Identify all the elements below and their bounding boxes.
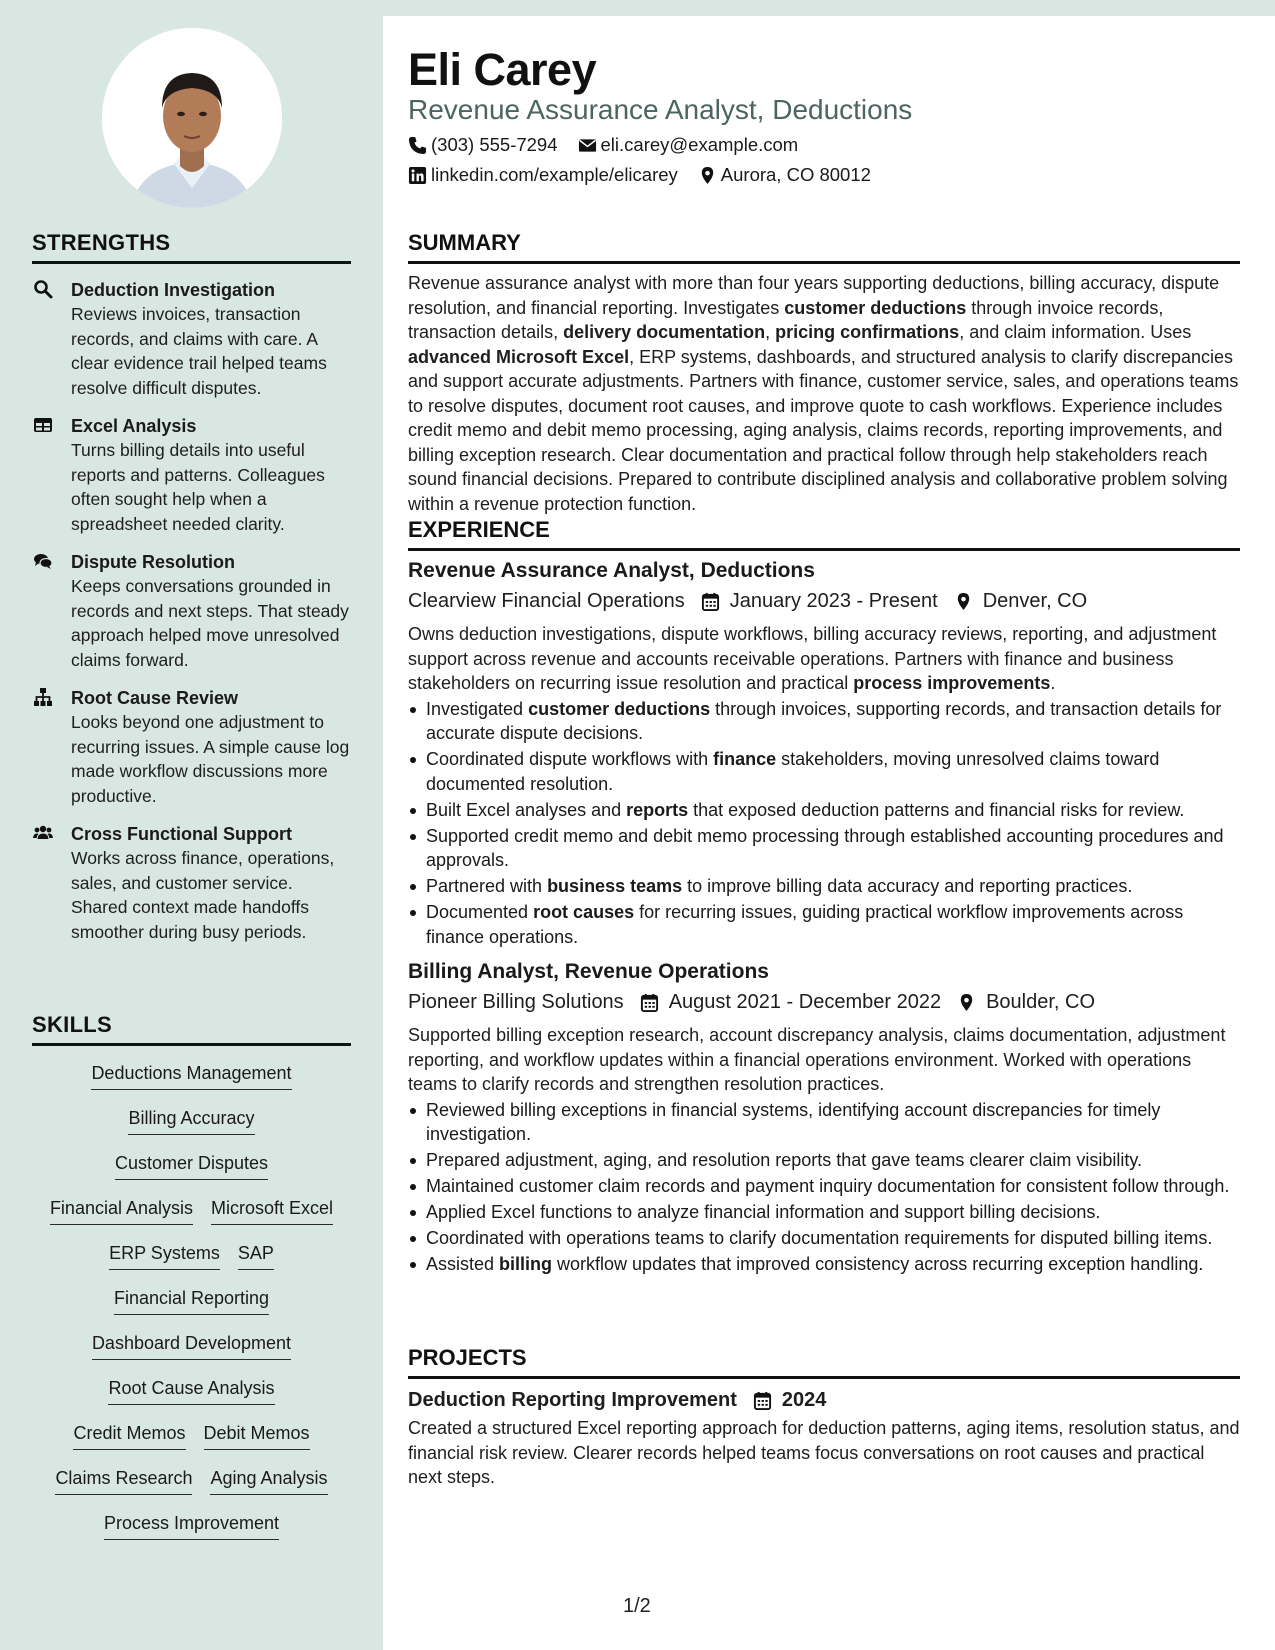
list-item: Prepared adjustment, aging, and resolution reports that gave teams clearer claim visibility. xyxy=(408,1148,1240,1173)
linkedin-contact[interactable] xyxy=(408,164,678,186)
job-bullets xyxy=(408,697,1240,950)
skill-tag: Deductions Management xyxy=(91,1060,291,1090)
strength-title: Root Cause Review xyxy=(71,688,239,708)
list-item: Investigated customer deductions through invoices, supporting records, and transaction details for accurate dispute decisions. xyxy=(408,697,1240,746)
users-icon xyxy=(33,823,53,843)
list-item: Coordinated with operations teams to clarify documentation requirements for disputed billing items. xyxy=(408,1226,1240,1251)
job-role: Billing Analyst, Revenue Operations xyxy=(408,960,769,983)
phone-icon xyxy=(408,136,427,155)
sidebar xyxy=(0,0,383,1650)
project-name: Deduction Reporting Improvement xyxy=(408,1389,737,1411)
job-company: Pioneer Billing Solutions xyxy=(408,991,624,1013)
skill-tag: Root Cause Analysis xyxy=(108,1375,274,1405)
project-year xyxy=(753,1386,827,1414)
strength-desc: Reviews invoices, transaction records, and claims with care. A clear evidence trail helped teams resolve difficult disputes. xyxy=(71,304,327,398)
linkedin-text: linkedin.com/example/elicarey xyxy=(431,164,678,185)
skill-tag: Customer Disputes xyxy=(115,1150,268,1180)
skill-tag: Credit Memos xyxy=(73,1420,185,1450)
job-intro: Supported billing exception research, account discrepancy analysis, claims documentation, adjustment reporting, and workflow updates within a financial operations environment. Worked with operations teams to clarify records and strengthen resolution practices. xyxy=(408,1025,1226,1094)
skill-tag: ERP Systems xyxy=(109,1240,220,1270)
linkedin-icon xyxy=(408,166,427,185)
job-location-text: Denver, CO xyxy=(982,590,1088,612)
list-item: Supported credit memo and debit memo processing through established accounting procedures and approvals. xyxy=(408,824,1240,873)
phone-text: (303) 555-7294 xyxy=(431,134,558,155)
skill-tag: Billing Accuracy xyxy=(128,1105,254,1135)
strength-item xyxy=(32,414,351,536)
skills-list xyxy=(32,1060,351,1555)
job-company: Clearview Financial Operations xyxy=(408,590,685,612)
list-item: Assisted billing workflow updates that improved consistency across recurring exception handling. xyxy=(408,1252,1240,1277)
skill-tag: SAP xyxy=(238,1240,274,1270)
job-dates-text: January 2023 - Present xyxy=(729,590,938,612)
job-entry xyxy=(408,958,1240,1277)
strength-item xyxy=(32,822,351,944)
strength-title: Deduction Investigation xyxy=(71,280,276,300)
skill-row xyxy=(32,1150,351,1195)
list-item: Applied Excel functions to analyze financial information and support billing decisions. xyxy=(408,1200,1240,1225)
job-dates xyxy=(640,988,941,1016)
list-item: Reviewed billing exceptions in financial systems, identifying account discrepancies for timely investigation. xyxy=(408,1098,1240,1147)
job-intro: Owns deduction investigations, dispute workflows, billing accuracy reviews, reporting, and adjustment support across revenue and accounts receivable operations. Partners with finance and business stakeholders on recurring issue resolution and practical process improvements. xyxy=(408,624,1217,693)
skill-tag: Debit Memos xyxy=(204,1420,310,1450)
skill-tag: Claims Research xyxy=(55,1465,192,1495)
table-icon xyxy=(33,415,53,435)
candidate-name: Eli Carey xyxy=(408,44,597,95)
project-entry xyxy=(408,1386,1240,1490)
skill-tag: Financial Analysis xyxy=(50,1195,193,1225)
calendar-icon xyxy=(640,993,669,1012)
project-year-text: 2024 xyxy=(781,1389,827,1411)
contact-row xyxy=(408,164,891,186)
strength-item xyxy=(32,686,351,808)
contact-row xyxy=(408,134,818,156)
map-marker-icon xyxy=(954,592,983,611)
email-contact[interactable] xyxy=(578,134,799,156)
skill-row xyxy=(32,1240,351,1285)
location-text: Aurora, CO 80012 xyxy=(720,164,871,185)
job-dates xyxy=(701,587,938,615)
skill-row xyxy=(32,1285,351,1330)
skill-tag: Aging Analysis xyxy=(210,1465,327,1495)
projects-list xyxy=(408,1386,1240,1490)
strength-item xyxy=(32,278,351,400)
list-item: Partnered with business teams to improve billing data accuracy and reporting practices. xyxy=(408,874,1240,899)
skills-heading: SKILLS xyxy=(32,1012,351,1046)
job-location-text: Boulder, CO xyxy=(986,991,1096,1013)
skill-row xyxy=(32,1330,351,1375)
calendar-icon xyxy=(753,1391,782,1410)
job-entry xyxy=(408,557,1240,949)
summary-heading: SUMMARY xyxy=(408,230,1240,264)
skills-section xyxy=(32,1012,351,1555)
skill-row xyxy=(32,1375,351,1420)
strength-desc: Turns billing details into useful reports and patterns. Colleagues often sought help when a spreadsheet needed clarity. xyxy=(71,440,325,534)
calendar-icon xyxy=(701,592,730,611)
projects-section xyxy=(408,1345,1240,1490)
comments-icon xyxy=(33,551,53,571)
page-number: 1/2 xyxy=(623,1595,651,1617)
strength-desc: Works across finance, operations, sales, and customer service. Shared context made handoffs smoother during busy periods. xyxy=(71,848,335,942)
list-item: Built Excel analyses and reports that exposed deduction patterns and financial risks for review. xyxy=(408,798,1240,823)
experience-section xyxy=(408,517,1240,1278)
strength-title: Excel Analysis xyxy=(71,416,197,436)
job-location xyxy=(957,988,1095,1016)
strength-item xyxy=(32,550,351,672)
job-meta xyxy=(408,988,1240,1016)
project-header xyxy=(408,1386,1240,1414)
job-dates-text: August 2021 - December 2022 xyxy=(668,991,942,1013)
skill-tag: Financial Reporting xyxy=(114,1285,269,1315)
job-meta xyxy=(408,587,1240,615)
list-item: Coordinated dispute workflows with finance stakeholders, moving unresolved claims toward documented resolution. xyxy=(408,747,1240,796)
skill-row xyxy=(32,1510,351,1555)
skill-row xyxy=(32,1195,351,1240)
strength-desc: Looks beyond one adjustment to recurring issues. A simple cause log made workflow discussions more productive. xyxy=(71,712,350,806)
projects-heading: PROJECTS xyxy=(408,1345,1240,1379)
skill-tag: Process Improvement xyxy=(104,1510,279,1540)
skill-row xyxy=(32,1060,351,1105)
experience-list xyxy=(408,557,1240,1277)
strength-title: Cross Functional Support xyxy=(71,824,293,844)
avatar xyxy=(102,28,282,208)
email-text: eli.carey@example.com xyxy=(600,134,799,155)
strengths-section xyxy=(32,230,351,944)
envelope-icon xyxy=(578,136,597,155)
location-contact xyxy=(698,164,871,186)
skill-row xyxy=(32,1420,351,1465)
search-icon xyxy=(33,279,53,299)
sitemap-icon xyxy=(33,687,53,707)
candidate-title: Revenue Assurance Analyst, Deductions xyxy=(408,94,913,125)
summary-text: Revenue assurance analyst with more than four years supporting deductions, billing accuracy, dispute resolution, and financial reporting. Investigates customer deductions through invoice records, transaction details, delivery documentation, pricing confirmations, and claim information. Uses advanced Microsoft Excel, ERP systems, dashboards, and structured analysis to clarify discrepancies and support accurate adjustments. Partners with finance, customer service, sales, and operations teams to resolve disputes, document root causes, and improve quote to cash workflows. Experience includes credit memo and debit memo processing, aging analysis, claims records, reporting improvements, and billing exception research. Clear documentation and practical follow through help stakeholders reach sound financial decisions. Prepared to contribute disciplined analysis and collaborative problem solving within a revenue protection function. xyxy=(408,273,1239,514)
phone-contact[interactable] xyxy=(408,134,558,156)
experience-heading: EXPERIENCE xyxy=(408,517,1240,551)
job-role: Revenue Assurance Analyst, Deductions xyxy=(408,559,815,582)
job-location xyxy=(954,587,1087,615)
job-bullets xyxy=(408,1098,1240,1277)
list-item: Maintained customer claim records and payment inquiry documentation for consistent follow through. xyxy=(408,1174,1240,1199)
list-item: Documented root causes for recurring issues, guiding practical workflow improvements across finance operations. xyxy=(408,900,1240,949)
strengths-heading: STRENGTHS xyxy=(32,230,351,264)
map-marker-icon xyxy=(957,993,986,1012)
strength-title: Dispute Resolution xyxy=(71,552,236,572)
project-desc: Created a structured Excel reporting approach for deduction patterns, aging items, resolution status, and financial risk review. Clearer records helped teams focus conversations on root causes and practical next steps. xyxy=(408,1418,1240,1487)
map-marker-icon xyxy=(698,166,717,185)
strength-desc: Keeps conversations grounded in records and next steps. That steady approach helped move unresolved claims forward. xyxy=(71,576,349,670)
skill-row xyxy=(32,1465,351,1510)
skill-row xyxy=(32,1105,351,1150)
skill-tag: Microsoft Excel xyxy=(211,1195,333,1225)
summary-section xyxy=(408,230,1240,516)
skill-tag: Dashboard Development xyxy=(92,1330,291,1360)
